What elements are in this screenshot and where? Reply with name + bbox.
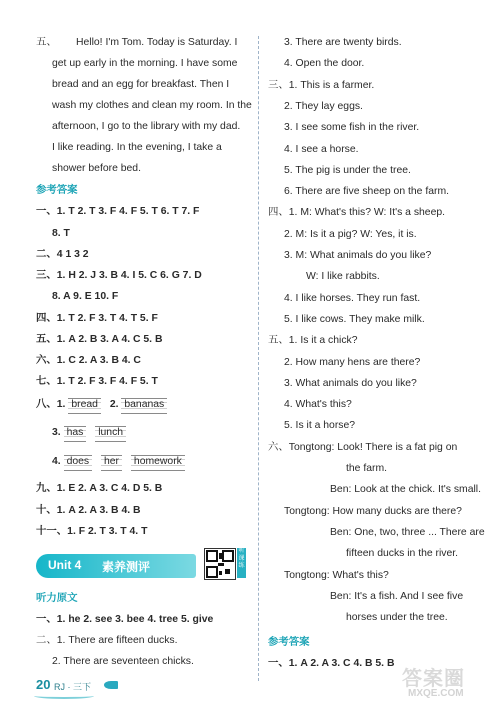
transcript-line: 四、1. M: What's this? W: It's a sheep. bbox=[268, 207, 446, 219]
unit-subtitle: 素养测评 bbox=[102, 560, 151, 574]
answer-line: 十一、1. F 2. T 3. T 4. T bbox=[36, 526, 148, 537]
qr-code[interactable] bbox=[204, 548, 236, 580]
handwriting-word: her bbox=[101, 455, 122, 471]
transcript-line: the farm. bbox=[346, 463, 387, 474]
transcript-line: 3. There are twenty birds. bbox=[284, 37, 402, 48]
passage-line: I like reading. In the evening, I take a bbox=[52, 142, 222, 153]
answer-line: 二、4 1 3 2 bbox=[36, 249, 89, 260]
transcript-line: Tongtong: What's this? bbox=[284, 569, 389, 581]
watermark-logo: 答案圈 bbox=[402, 668, 465, 690]
fish-icon bbox=[104, 681, 118, 689]
passage-line: shower before bed. bbox=[52, 163, 141, 174]
item-number: 4. bbox=[52, 456, 61, 467]
transcript-line: 3. I see some fish in the river. bbox=[284, 122, 420, 134]
transcript-line: 六、Tongtong: Look! There is a fat pig on bbox=[268, 441, 458, 453]
unit-banner bbox=[36, 554, 196, 578]
transcript-line: 6. There are five sheep on the farm. bbox=[284, 186, 449, 198]
item-number: 2. bbox=[109, 399, 119, 410]
transcript-line: 5. I like cows. They make milk. bbox=[284, 313, 425, 325]
listening-line: 2. There are seventeen chicks. bbox=[52, 656, 194, 667]
answer-line: 六、1. C 2. A 3. B 4. C bbox=[36, 355, 141, 366]
handwriting-word: homework bbox=[131, 455, 185, 471]
transcript-line: fifteen ducks in the river. bbox=[346, 548, 459, 560]
handwriting-word: bread bbox=[68, 398, 101, 414]
transcript-line: 2. M: Is it a pig? W: Yes, it is. bbox=[284, 228, 417, 240]
handwriting-row-1 bbox=[36, 398, 173, 414]
answer-line: 一、1. T 2. T 3. F 4. F 5. T 6. T 7. F bbox=[36, 206, 200, 217]
answers-heading-right: 参考答案 bbox=[268, 637, 310, 648]
transcript-line: Tongtong: How many ducks are there? bbox=[284, 505, 462, 517]
transcript-line: 5. The pig is under the tree. bbox=[284, 164, 411, 176]
transcript-line: 五、1. Is it a chick? bbox=[268, 335, 358, 347]
transcript-line: 三、1. This is a farmer. bbox=[268, 79, 375, 91]
unit-title: Unit 4 bbox=[48, 558, 82, 572]
transcript-line: Ben: One, two, three ... There are bbox=[330, 526, 485, 538]
transcript-line: horses under the tree. bbox=[346, 612, 448, 624]
transcript-line: 4. I like horses. They run fast. bbox=[284, 292, 421, 304]
passage-lead: 五、 bbox=[36, 37, 57, 48]
watermark-url: MXQE.COM bbox=[408, 688, 464, 699]
transcript-line: 4. Open the door. bbox=[284, 58, 365, 70]
transcript-line: 2. How many hens are there? bbox=[284, 356, 421, 368]
transcript-line: 2. They lay eggs. bbox=[284, 100, 363, 112]
handwriting-row-4 bbox=[52, 455, 191, 471]
handwriting-row-3 bbox=[52, 426, 132, 442]
answer-line: 三、1. H 2. J 3. B 4. I 5. C 6. G 7. D bbox=[36, 270, 202, 281]
handwriting-word: bananas bbox=[121, 398, 167, 414]
qr-side-label: 听课练 bbox=[237, 548, 246, 578]
edition-tag: RJ · 三下 bbox=[54, 682, 91, 692]
section-label: 八、1. bbox=[36, 399, 66, 410]
transcript-line: 5. Is it a horse? bbox=[284, 420, 356, 432]
answer-line: 四、1. T 2. F 3. T 4. T 5. F bbox=[36, 313, 158, 324]
item-number: 3. bbox=[52, 427, 61, 438]
passage-line: bread and an egg for breakfast. Then I bbox=[52, 79, 230, 90]
passage-line: Hello! I'm Tom. Today is Saturday. I bbox=[76, 37, 238, 48]
passage-line: afternoon, I go to the library with my dad. bbox=[52, 121, 241, 132]
listening-line: 二、1. There are fifteen ducks. bbox=[36, 635, 178, 646]
page-number: 20 bbox=[36, 677, 51, 692]
handwriting-word: does bbox=[64, 455, 93, 471]
answers-heading: 参考答案 bbox=[36, 185, 78, 196]
listening-line: 一、1. he 2. see 3. bee 4. tree 5. give bbox=[36, 614, 214, 625]
answer-line: 8. A 9. E 10. F bbox=[52, 291, 119, 302]
answer-line: 一、1. A 2. A 3. C 4. B 5. B bbox=[268, 658, 395, 669]
passage-line: wash my clothes and clean my room. In the bbox=[52, 100, 252, 111]
footer-wave-decoration bbox=[34, 693, 94, 699]
answer-line: 九、1. E 2. A 3. C 4. D 5. B bbox=[36, 483, 163, 494]
answer-line: 十、1. A 2. A 3. B 4. B bbox=[36, 505, 141, 516]
answer-line: 七、1. T 2. F 3. F 4. F 5. T bbox=[36, 376, 158, 387]
transcript-line: W: I like rabbits. bbox=[306, 271, 380, 283]
transcript-line: Ben: It's a fish. And I see five bbox=[330, 590, 464, 602]
transcript-line: 4. I see a horse. bbox=[284, 143, 359, 155]
transcript-line: 3. M: What animals do you like? bbox=[284, 250, 432, 261]
column-divider bbox=[258, 36, 259, 681]
handwriting-word: has bbox=[64, 426, 87, 442]
answer-line: 五、1. A 2. B 3. A 4. C 5. B bbox=[36, 334, 163, 345]
transcript-line: 3. What animals do you like? bbox=[284, 377, 417, 389]
listening-heading: 听力原文 bbox=[36, 593, 78, 604]
transcript-line: 4. What's this? bbox=[284, 399, 352, 411]
answer-line: 8. T bbox=[52, 228, 70, 239]
handwriting-word: lunch bbox=[95, 426, 126, 442]
passage-line: get up early in the morning. I have some bbox=[52, 58, 238, 69]
transcript-line: Ben: Look at the chick. It's small. bbox=[330, 484, 481, 496]
